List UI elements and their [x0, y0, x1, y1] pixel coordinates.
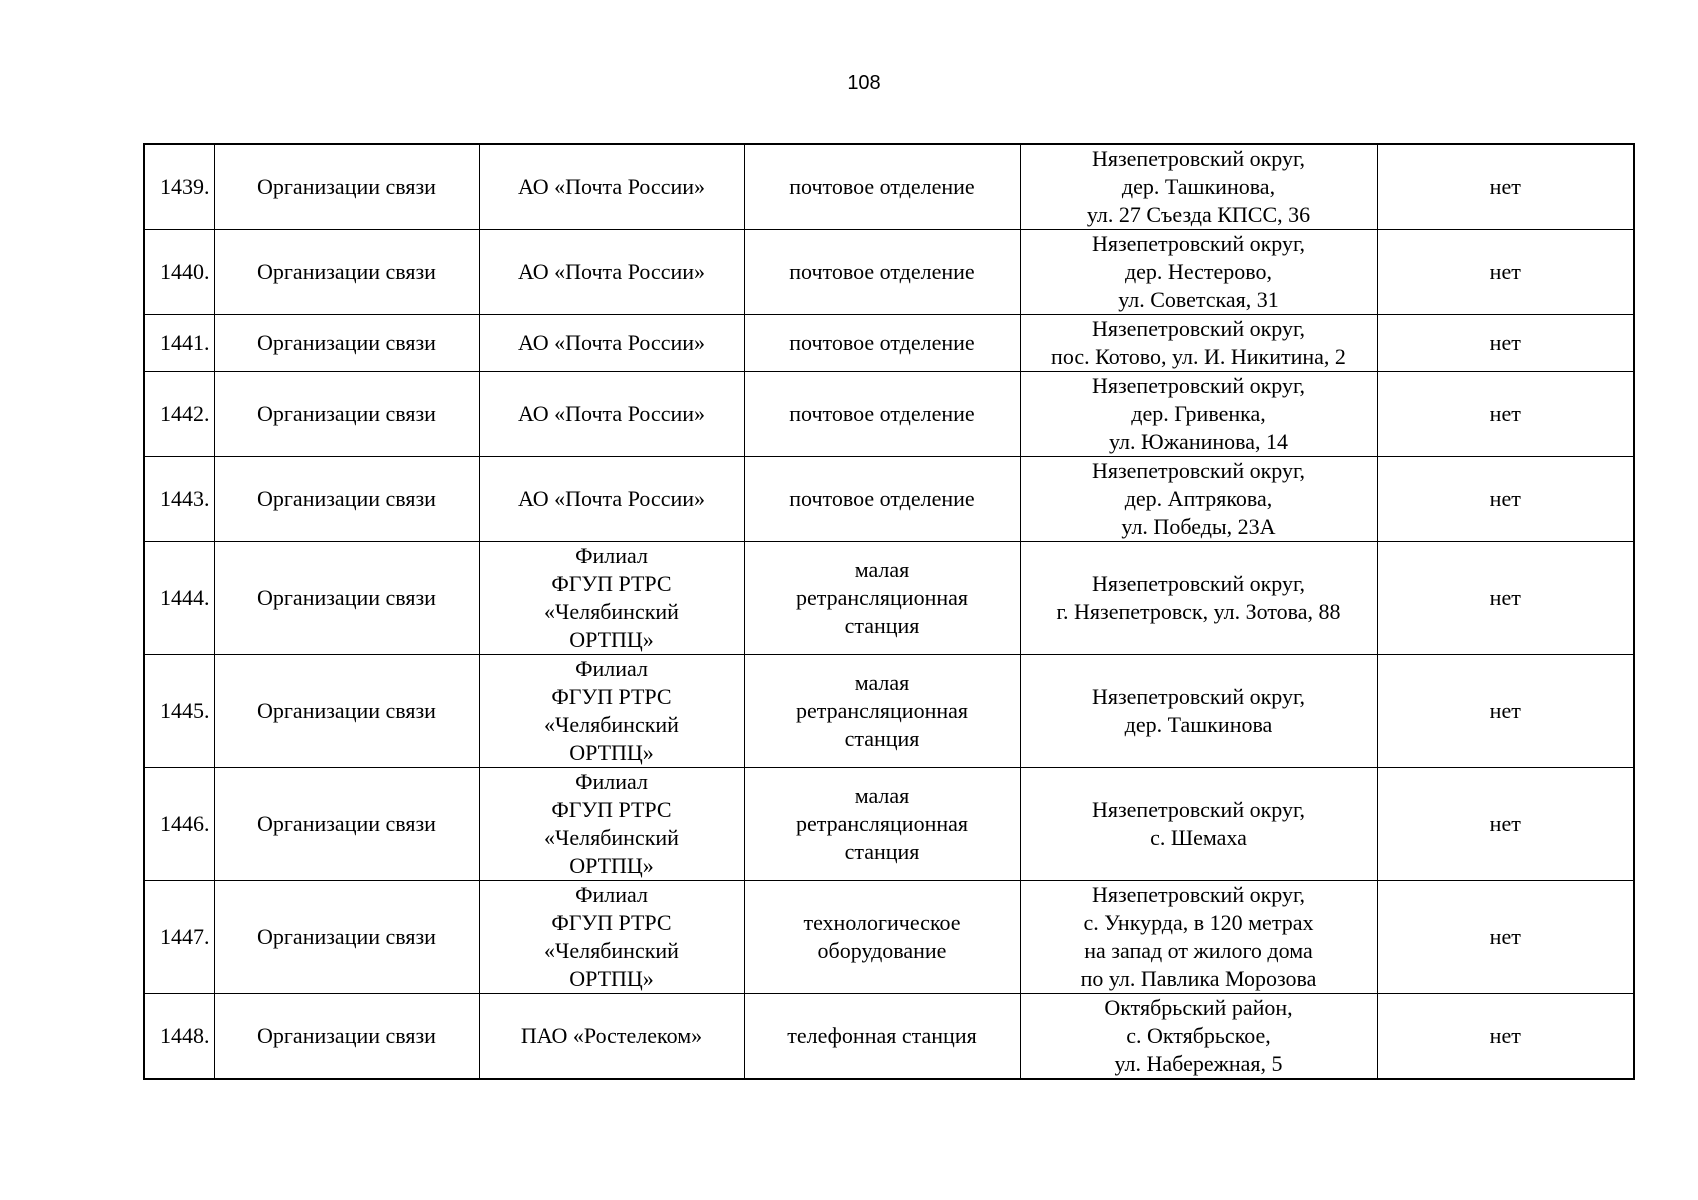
status-cell: нет	[1377, 655, 1634, 768]
category-cell: Организации связи	[214, 655, 479, 768]
table-row	[144, 457, 1634, 542]
status-cell: нет	[1377, 768, 1634, 881]
row-number: 1446.	[144, 768, 214, 881]
table-row	[144, 994, 1634, 1080]
status-cell: нет	[1377, 230, 1634, 315]
category-cell: Организации связи	[214, 994, 479, 1080]
object-type-cell: малая ретрансляционная станция	[744, 655, 1020, 768]
object-type-cell: технологическое оборудование	[744, 881, 1020, 994]
object-type-cell: телефонная станция	[744, 994, 1020, 1080]
object-type-cell: почтовое отделение	[744, 230, 1020, 315]
table-row	[144, 230, 1634, 315]
table-row	[144, 655, 1634, 768]
row-number: 1443.	[144, 457, 214, 542]
category-cell: Организации связи	[214, 372, 479, 457]
status-cell: нет	[1377, 144, 1634, 230]
address-cell: Нязепетровский округ, пос. Котово, ул. И. Никитина, 2	[1020, 315, 1377, 372]
row-number: 1441.	[144, 315, 214, 372]
row-number: 1444.	[144, 542, 214, 655]
address-cell: Нязепетровский округ, г. Нязепетровск, ул. Зотова, 88	[1020, 542, 1377, 655]
address-cell: Нязепетровский округ, дер. Ташкинова, ул. 27 Съезда КПСС, 36	[1020, 144, 1377, 230]
status-cell: нет	[1377, 542, 1634, 655]
address-cell: Нязепетровский округ, дер. Нестерово, ул. Советская, 31	[1020, 230, 1377, 315]
organization-cell: Филиал ФГУП РТРС «Челябинский ОРТПЦ»	[479, 881, 744, 994]
registry-table	[143, 143, 1635, 1080]
status-cell: нет	[1377, 881, 1634, 994]
status-cell: нет	[1377, 457, 1634, 542]
table-row	[144, 881, 1634, 994]
object-type-cell: почтовое отделение	[744, 144, 1020, 230]
table-row	[144, 542, 1634, 655]
category-cell: Организации связи	[214, 542, 479, 655]
address-cell: Нязепетровский округ, дер. Гривенка, ул. Южанинова, 14	[1020, 372, 1377, 457]
address-cell: Октябрьский район, с. Октябрьское, ул. Набережная, 5	[1020, 994, 1377, 1080]
category-cell: Организации связи	[214, 315, 479, 372]
organization-cell: ПАО «Ростелеком»	[479, 994, 744, 1080]
object-type-cell: почтовое отделение	[744, 372, 1020, 457]
organization-cell: АО «Почта России»	[479, 230, 744, 315]
row-number: 1439.	[144, 144, 214, 230]
category-cell: Организации связи	[214, 144, 479, 230]
row-number: 1448.	[144, 994, 214, 1080]
table-row	[144, 315, 1634, 372]
address-cell: Нязепетровский округ, с. Ункурда, в 120 метрах на запад от жилого дома по ул. Павлика Морозова	[1020, 881, 1377, 994]
address-cell: Нязепетровский округ, дер. Ташкинова	[1020, 655, 1377, 768]
page-number: 108	[847, 72, 881, 94]
category-cell: Организации связи	[214, 881, 479, 994]
status-cell: нет	[1377, 315, 1634, 372]
table-row	[144, 144, 1634, 230]
row-number: 1440.	[144, 230, 214, 315]
category-cell: Организации связи	[214, 457, 479, 542]
object-type-cell: малая ретрансляционная станция	[744, 542, 1020, 655]
address-cell: Нязепетровский округ, с. Шемаха	[1020, 768, 1377, 881]
status-cell: нет	[1377, 994, 1634, 1080]
organization-cell: Филиал ФГУП РТРС «Челябинский ОРТПЦ»	[479, 655, 744, 768]
organization-cell: АО «Почта России»	[479, 144, 744, 230]
table-row	[144, 372, 1634, 457]
object-type-cell: малая ретрансляционная станция	[744, 768, 1020, 881]
organization-cell: АО «Почта России»	[479, 372, 744, 457]
row-number: 1442.	[144, 372, 214, 457]
category-cell: Организации связи	[214, 768, 479, 881]
row-number: 1445.	[144, 655, 214, 768]
category-cell: Организации связи	[214, 230, 479, 315]
organization-cell: Филиал ФГУП РТРС «Челябинский ОРТПЦ»	[479, 542, 744, 655]
table-row	[144, 768, 1634, 881]
status-cell: нет	[1377, 372, 1634, 457]
organization-cell: АО «Почта России»	[479, 315, 744, 372]
address-cell: Нязепетровский округ, дер. Аптрякова, ул. Победы, 23А	[1020, 457, 1377, 542]
row-number: 1447.	[144, 881, 214, 994]
organization-cell: Филиал ФГУП РТРС «Челябинский ОРТПЦ»	[479, 768, 744, 881]
organization-cell: АО «Почта России»	[479, 457, 744, 542]
object-type-cell: почтовое отделение	[744, 457, 1020, 542]
object-type-cell: почтовое отделение	[744, 315, 1020, 372]
